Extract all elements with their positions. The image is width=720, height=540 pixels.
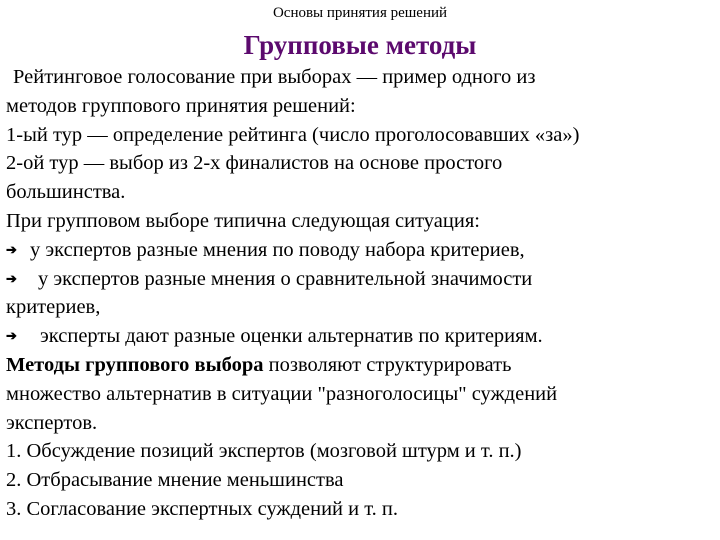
text-line: большинства. xyxy=(6,181,126,204)
bullet-item xyxy=(6,322,712,351)
bullet-text: у экспертов разные мнения по поводу набора критериев, xyxy=(30,238,525,261)
slide-body xyxy=(6,63,712,524)
arrow-bullet-icon: ➔ xyxy=(6,270,17,286)
bullet-item xyxy=(6,236,712,265)
text-line: экспертов. xyxy=(6,411,98,434)
text-line: множество альтернатив в ситуации "разноголосицы" суждений xyxy=(6,382,558,405)
arrow-bullet-icon: ➔ xyxy=(6,241,17,257)
text-line: критериев, xyxy=(6,296,101,319)
numbered-item: 1. Обсуждение позиций экспертов (мозговой штурм и т. п.) xyxy=(6,440,522,463)
bullet-text: эксперты дают разные оценки альтернатив по критериям. xyxy=(40,325,543,348)
text-line: методов группового принятия решений: xyxy=(6,94,356,117)
arrow-bullet-icon: ➔ xyxy=(6,328,17,344)
text-line: 1-ый тур — определение рейтинга (число проголосовавших «за») xyxy=(6,123,580,146)
slide-header: Основы принятия решений xyxy=(272,5,448,21)
numbered-item: 3. Согласование экспертных суждений и т. п. xyxy=(6,497,399,520)
bullet-item xyxy=(6,265,712,294)
numbered-item: 2. Отбрасывание мнение меньшинства xyxy=(6,469,344,492)
bullet-text: у экспертов разные мнения о сравнительной значимости xyxy=(38,267,533,290)
text-line: 2-ой тур — выбор из 2-х финалистов на основе простого xyxy=(6,152,503,175)
text-line: Рейтинговое голосование при выборах — пример одного из xyxy=(13,66,536,88)
slide-title: Групповые методы xyxy=(243,30,477,60)
text-line: При групповом выборе типична следующая ситуация: xyxy=(6,209,480,232)
text-fragment: позволяют структурировать xyxy=(263,353,512,376)
bold-term: Методы группового выбора xyxy=(6,353,264,376)
text-line xyxy=(6,351,712,380)
